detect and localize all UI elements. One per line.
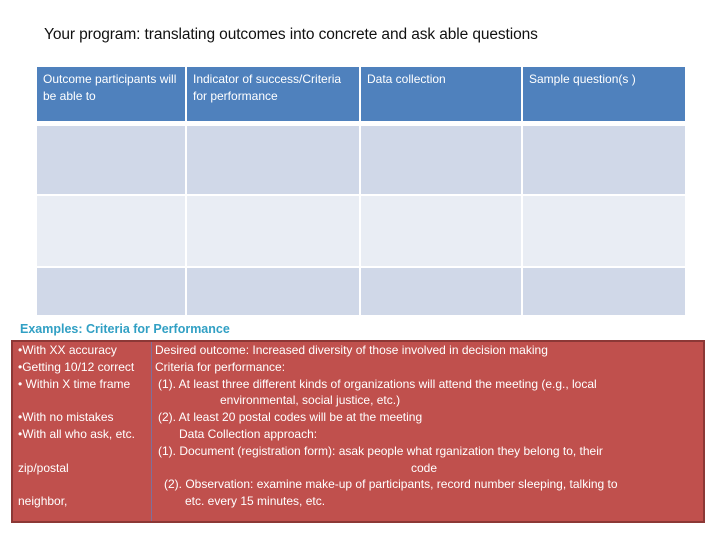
desired-outcome-line: Desired outcome: Increased diversity of those involved in decision making	[155, 343, 548, 357]
examples-box	[11, 340, 705, 523]
data-collection-line-2-cont: etc. every 15 minutes, etc.	[185, 494, 326, 509]
table-cell[interactable]	[523, 196, 685, 266]
column-divider	[151, 342, 152, 521]
table-cell[interactable]	[523, 268, 685, 315]
outcomes-table	[37, 67, 685, 315]
criteria-item: •With all who ask, etc.	[18, 426, 135, 441]
criteria-list	[18, 342, 150, 510]
data-collection-line-1-cont: code	[411, 460, 438, 475]
table-cell[interactable]	[187, 268, 359, 315]
criteria-item: •Getting 10/12 correct	[18, 359, 135, 374]
criteria-heading-line: Criteria for performance:	[155, 359, 286, 374]
criteria-spacer	[18, 476, 150, 493]
table-cell[interactable]	[37, 196, 185, 266]
slide-title: Your program: translating outcomes into concrete and ask able questions	[44, 26, 538, 43]
table-cell[interactable]	[361, 268, 521, 315]
table-cell[interactable]	[37, 268, 185, 315]
example-description	[155, 342, 700, 510]
table-cell[interactable]	[37, 126, 185, 194]
criteria-item: •With no mistakes	[18, 410, 114, 425]
criteria-item: • Within X time frame	[18, 376, 131, 391]
criteria-item: •With XX accuracy	[18, 343, 117, 357]
table-cell[interactable]	[361, 196, 521, 266]
table-header-outcome: Outcome participants will be able to	[37, 67, 185, 121]
criteria-spacer	[18, 392, 150, 409]
table-cell[interactable]	[187, 196, 359, 266]
criteria-item: zip/postal	[18, 460, 69, 475]
data-collection-heading-line: Data Collection approach:	[179, 426, 318, 441]
examples-heading: Examples: Criteria for Performance	[20, 322, 230, 336]
criteria-line-1-cont: environmental, social justice, etc.)	[220, 393, 401, 408]
criteria-spacer	[18, 443, 150, 460]
table-header-sample-questions: Sample question(s )	[523, 67, 685, 121]
data-collection-line-1: (1). Document (registration form): asak people what rganization they belong to, their	[158, 443, 603, 458]
table-cell[interactable]	[187, 126, 359, 194]
criteria-line-1: (1). At least three different kinds of organizations will attend the meeting (e.g., local	[158, 376, 597, 391]
table-cell[interactable]	[361, 126, 521, 194]
table-header-indicator: Indicator of success/Criteria for performance	[187, 67, 359, 121]
criteria-item: neighbor,	[18, 494, 68, 509]
table-cell[interactable]	[523, 126, 685, 194]
table-header-data-collection: Data collection	[361, 67, 521, 121]
data-collection-line-2: (2). Observation: examine make-up of participants, record number sleeping, talking to	[164, 477, 618, 492]
criteria-line-2: (2). At least 20 postal codes will be at the meeting	[158, 410, 423, 425]
